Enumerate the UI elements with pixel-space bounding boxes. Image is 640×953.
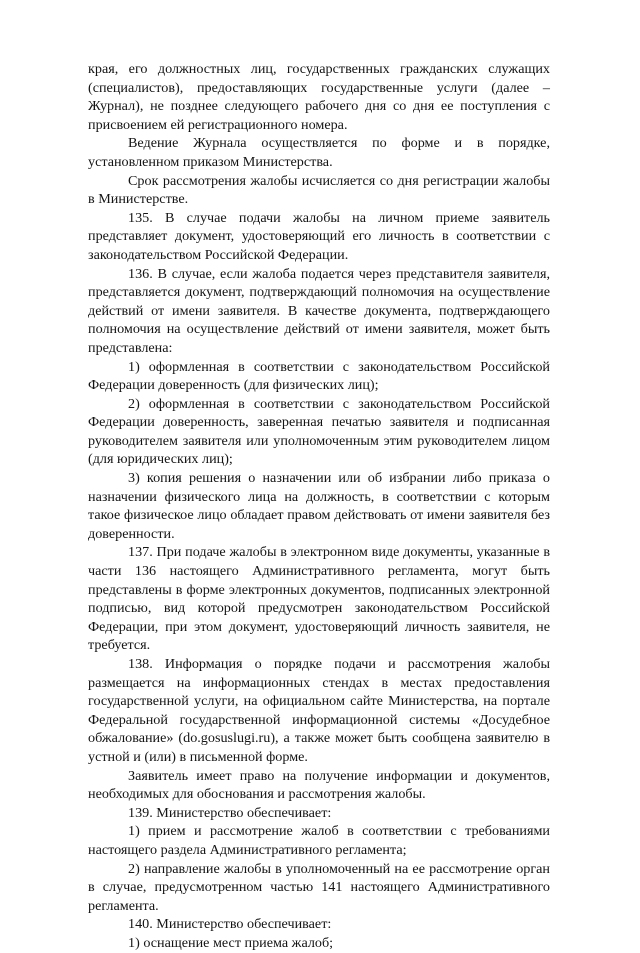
list-item-136-2: 2) оформленная в соответствии с законодательством Российской Федерации доверенность, заверенная печатью заявителя и подписанная руководителем заявителя или уполномоченным этим руководителем лицом (для юридических лиц); [88, 395, 550, 468]
paragraph-135: 135. В случае подачи жалобы на личном приеме заявитель представляет документ, удостоверяющий его личность в соответствии с законодательством Российской Федерации. [88, 209, 550, 263]
list-item-139-1: 1) прием и рассмотрение жалоб в соответствии с требованиями настоящего раздела Административного регламента; [88, 823, 550, 858]
list-item-136-3: 3) копия решения о назначении или об избрании либо приказа о назначении физического лица на должность, в соответствии с которым такое физическое лицо обладает правом действовать от имени заявителя без доверенности. [88, 470, 550, 542]
paragraph-review-period: Срок рассмотрения жалобы исчисляется со дня регистрации жалобы в Министерстве. [88, 172, 550, 208]
list-item-140-1: 1) оснащение мест приема жалоб; [128, 934, 334, 951]
document-page [88, 60, 550, 953]
list-item-136-1: 1) оформленная в соответствии с законодательством Российской Федерации доверенность (для физических лиц); [88, 358, 550, 394]
paragraph-journal-keeping: Ведение Журнала осуществляется по форме и в порядке, установленном приказом Министерства. [88, 135, 550, 170]
paragraph-journal-registration: края, его должностных лиц, государственных гражданских служащих (специалистов), предоставляющих государственные услуги (далее – Журнал), не позднее следующего рабочего дня со дня ее поступления с присвоением ей регистрационного номера. [88, 61, 550, 133]
paragraph-139: 139. Министерство обеспечивает: [128, 804, 332, 821]
list-item-139-2: 2) направление жалобы в уполномоченный на ее рассмотрение орган в случае, предусмотренном частью 141 настоящего Административного регламента. [88, 860, 550, 914]
paragraph-136: 136. В случае, если жалоба подается через представителя заявителя, представляется документ, подтверждающий полномочия на осуществление действий от имени заявителя. В качестве документа, подтверждающего полномочия на осуществление действий от имени заявителя, может быть представлена: [88, 265, 550, 356]
paragraph-140: 140. Министерство обеспечивает: [128, 916, 332, 933]
paragraph-138: 138. Информация о порядке подачи и рассмотрения жалобы размещается на информационных стендах в местах предоставления государственной услуги, на официальном сайте Министерства, на портале Федеральной государственной информационной системы «Досудебное обжалование» (do.gosuslugi.ru), а также может быть сообщена заявителю в устной и (или) в письменной форме. [88, 656, 550, 765]
paragraph-applicant-rights: Заявитель имеет право на получение информации и документов, необходимых для обоснования и рассмотрения жалобы. [88, 767, 550, 803]
paragraph-137: 137. При подаче жалобы в электронном виде документы, указанные в части 136 настоящего Административного регламента, могут быть представлены в форме электронных документов, подписанных электронной подписью, вид которой предусмотрен законодательством Российской Федерации, при этом документ, удостоверяющий личность заявителя, не требуется. [88, 544, 550, 654]
